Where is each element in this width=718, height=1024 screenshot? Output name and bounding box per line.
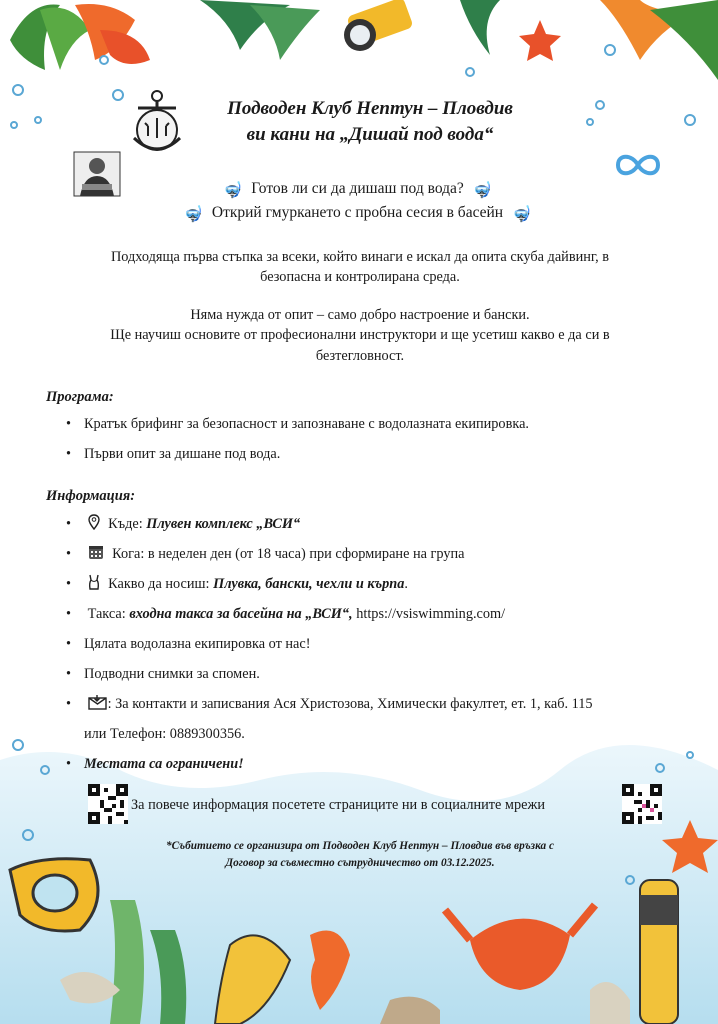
- where-value: Плувен комплекс „ВСИ“: [146, 516, 301, 532]
- footer-line-1: *Събитието се организира от Подводен Клуб Нептун – Пловдив във връзка с: [165, 840, 555, 852]
- intro-p2-line3: безтегловност.: [315, 348, 405, 364]
- headline-2-text: Открий гмуркането с пробна сесия в басейн: [211, 204, 504, 221]
- diving-mask-icon: 🤿: [511, 206, 532, 223]
- info-heading: Информация:: [46, 488, 136, 504]
- fee-link[interactable]: https://vsiswimming.com/: [356, 606, 506, 622]
- diving-mask-icon: 🤿: [183, 206, 204, 223]
- info-contact: • : За контакти и записвания Ася Христозова, Химически факултет, ет. 1, каб. 115: [66, 696, 593, 712]
- info-fee: • Такса: входна такса за басейна на „ВСИ“, https://vsiswimming.com/: [66, 606, 506, 622]
- footer-line-2: Договор за съвместно сътрудничество от 03.12.2025.: [225, 857, 495, 869]
- program-heading: Програма:: [46, 389, 114, 405]
- calendar-icon: [88, 544, 104, 560]
- where-label: Къде:: [108, 516, 143, 532]
- intro-p2-line1: Няма нужда от опит – само добро настроение и бански.: [190, 307, 530, 323]
- page-title-line-1: Подводен Клуб Нептун – Пловдив: [227, 98, 513, 119]
- limited-text: Местата са ограничени!: [84, 756, 244, 772]
- headline-1-text: Готов ли си да дишаш под вода?: [251, 180, 464, 197]
- info-equipment: • Цялата водолазна екипировка от нас!: [66, 636, 311, 652]
- qr-code-icon[interactable]: [622, 784, 662, 824]
- contact-text: : За контакти и записвания Ася Христозова, Химически факултет, ет. 1, каб. 115: [107, 696, 593, 712]
- headline-2: [90, 202, 630, 226]
- wear-end: .: [404, 576, 408, 592]
- info-photos: • Подводни снимки за спомен.: [66, 666, 260, 682]
- program-item-text: Кратък брифинг за безопасност и запознаване с водолазната екипировка.: [84, 416, 529, 432]
- wear-value: Плувка, бански, чехли и кърпа: [213, 576, 405, 592]
- photos-text: Подводни снимки за спомен.: [84, 666, 260, 682]
- when-text: Кога: в неделен ден (от 18 часа) при сформиране на група: [112, 546, 465, 562]
- equipment-text: Цялата водолазна екипировка от нас!: [84, 636, 311, 652]
- diving-mask-icon: 🤿: [472, 182, 492, 199]
- info-where: • Къде: Плувен комплекс „ВСИ“: [66, 516, 301, 532]
- info-limited: • Местата са ограничени!: [66, 756, 244, 772]
- social-text: За повече информация посетете страниците ни в социалните мрежи: [131, 797, 546, 813]
- info-when: • Кога: в неделен ден (от 18 часа) при сформиране на група: [66, 546, 465, 562]
- qr-code-icon[interactable]: [88, 784, 128, 824]
- infinity-logo: [612, 150, 664, 180]
- program-item: • Първи опит за дишане под вода.: [66, 446, 281, 462]
- headline-1: [90, 178, 630, 202]
- program-item-text: Първи опит за дишане под вода.: [84, 446, 281, 462]
- fee-value: входна такса за басейна на „ВСИ“,: [129, 606, 353, 622]
- wear-label: Какво да носиш:: [108, 576, 210, 592]
- map-pin-icon: [88, 514, 100, 530]
- program-item: • Кратък брифинг за безопасност и запознаване с водолазната екипировка.: [66, 416, 529, 432]
- contact-phone: или Телефон: 0889300356.: [84, 726, 245, 742]
- intro-p1-line1: Подходяща първа стъпка за всеки, който винаги е искал да опита скуба дайвинг, в: [110, 249, 610, 265]
- swimsuit-icon: [88, 574, 100, 590]
- info-wear: • Какво да носиш: Плувка, бански, чехли и кърпа.: [66, 576, 408, 592]
- fee-label: Такса:: [87, 606, 126, 622]
- intro-p1-line2: безопасна и контролирана среда.: [260, 269, 460, 285]
- page-title-line-2: ви кани на „Дишай под вода“: [246, 124, 494, 145]
- diving-mask-icon: 🤿: [223, 182, 243, 199]
- envelope-icon: [88, 694, 108, 710]
- intro-p2-line2: Ще научиш основите от професионални инструктори и ще усетиш какво е да си в: [110, 327, 610, 343]
